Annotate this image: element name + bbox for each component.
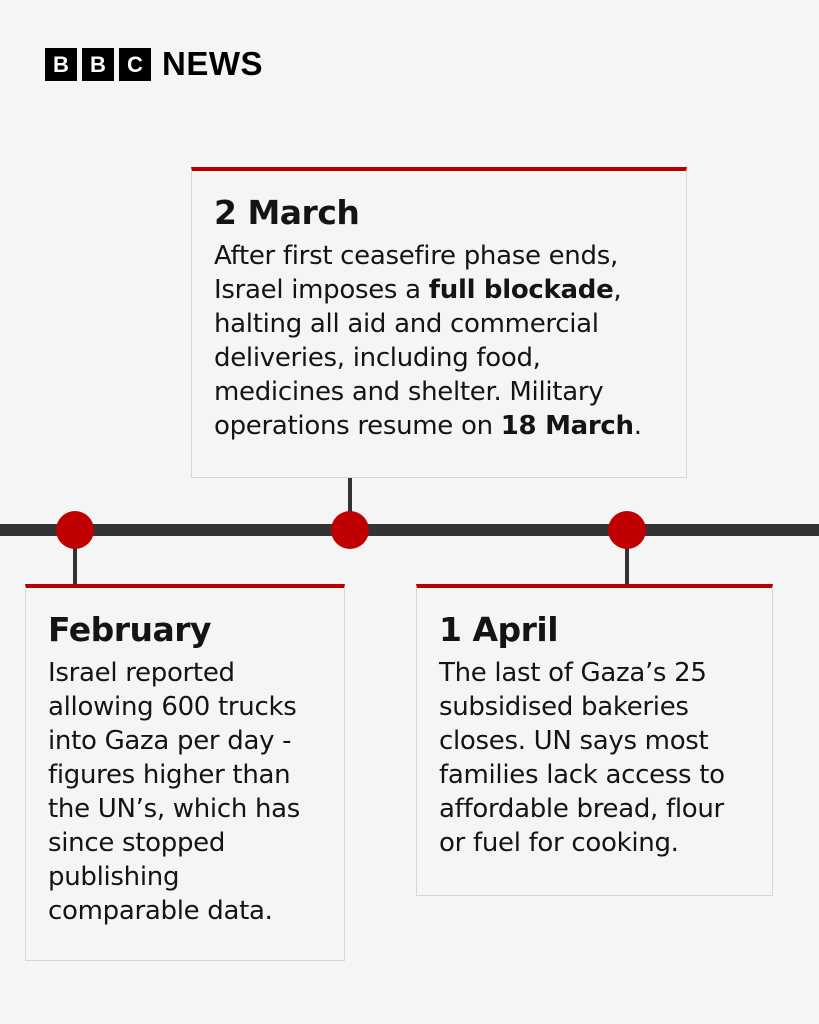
event-date: 1 April — [439, 610, 559, 649]
march-marker — [331, 511, 369, 549]
event-description — [214, 239, 664, 443]
logo-letter-b2: B — [82, 48, 114, 81]
logo-news-text: NEWS — [162, 45, 263, 82]
timeline-line — [0, 524, 819, 536]
event-card-march — [191, 167, 687, 478]
event-text-part: , halting all aid and commercial deliveries, including food, medicines and shelter. Military operations resume on — [214, 275, 622, 441]
event-text-part: . — [633, 411, 642, 441]
event-description: Israel reported allowing 600 trucks into Gaza per day - figures higher than the UN’s, which has since stopped publishing comparable data. — [48, 658, 301, 926]
february-marker — [56, 511, 94, 549]
event-description: The last of Gaza’s 25 subsidised bakeries closes. UN says most families lack access to affordable bread, flour or fuel for cooking. — [439, 658, 725, 858]
logo-letter-c: C — [119, 48, 151, 81]
logo-letter-b1: B — [45, 48, 77, 81]
event-bold-phrase: full blockade — [428, 275, 614, 305]
event-card-february — [25, 584, 345, 961]
event-card-april — [416, 584, 773, 896]
event-date: 2 March — [214, 193, 360, 232]
bbc-news-logo — [45, 45, 263, 83]
event-date: February — [48, 610, 212, 649]
event-text-part: After first ceasefire phase ends, Israel imposes a — [214, 241, 618, 305]
april-marker — [608, 511, 646, 549]
event-bold-date: 18 March — [500, 411, 634, 441]
